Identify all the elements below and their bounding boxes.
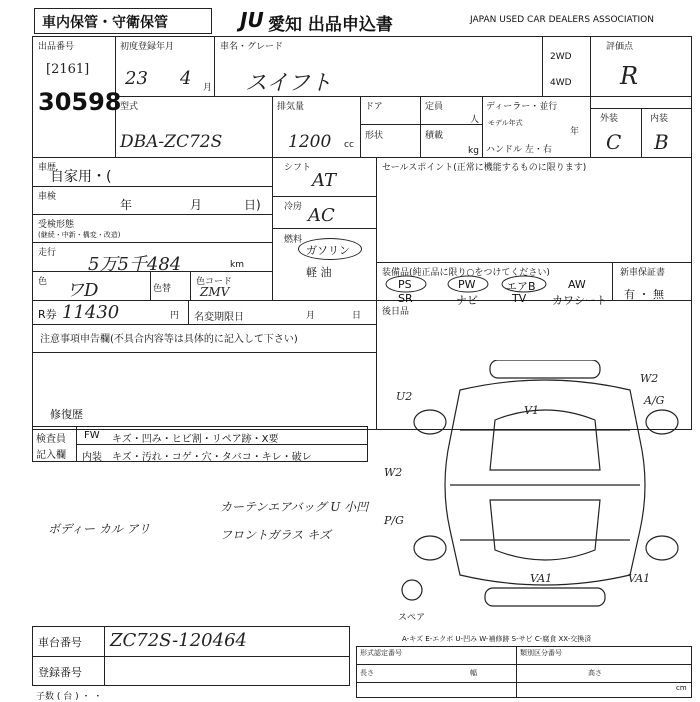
reg-year: 23: [125, 68, 148, 89]
rating-value: R: [620, 62, 639, 90]
equip-pw: PW: [458, 278, 476, 291]
shift-label: シフト: [284, 163, 312, 173]
r-ticket-label: R券: [38, 308, 57, 321]
color-code-label: 色コード: [196, 277, 233, 287]
door-label: ドア: [365, 102, 383, 112]
equip-nav: ナビ: [456, 294, 478, 307]
note-line-2: ボディー カル アリ: [48, 522, 151, 536]
diagram-v1: V1: [524, 404, 539, 417]
shape-label: 形状: [365, 131, 384, 141]
cooler-value: AC: [308, 205, 335, 226]
width-label: 幅: [470, 669, 477, 677]
car-name: スイフト: [245, 71, 332, 96]
bottom-row: 子数 ( 台 ) ・ ・: [36, 692, 103, 702]
load-label: 積載: [425, 131, 444, 141]
lot-box-value: [2161]: [46, 62, 90, 77]
cc-unit: cc: [344, 140, 354, 150]
inspector-label: 検査員: [36, 434, 66, 445]
diagram-pg: P/G: [384, 514, 404, 527]
equip-label: 装備品(純正品に限り○をつけてください): [382, 268, 550, 278]
cm-unit: cm: [676, 684, 687, 692]
ju-logo: JU: [240, 8, 264, 32]
interior-grade: B: [654, 130, 669, 154]
fw-row: キズ・凹み・ヒビ割・リペア跡・X要: [112, 434, 279, 445]
reg-month-unit: 月: [203, 83, 213, 93]
model-label: 型式: [120, 102, 139, 112]
yen-unit: 円: [170, 311, 180, 321]
spare-label: スペア: [398, 613, 426, 623]
color-value: ワD: [66, 280, 99, 301]
equip-sr: SR: [398, 292, 413, 305]
handle-label: ハンドル 左・右: [486, 145, 552, 155]
meigi-month: 月: [306, 311, 316, 321]
twowd-label: 2WD: [550, 52, 572, 62]
form-cert-label: 形式認定番号: [360, 649, 402, 657]
lot-no-label: 出品番号: [38, 42, 75, 52]
reg-month: 4: [180, 68, 192, 89]
history-label: 車歴: [38, 163, 57, 173]
interior-row: キズ・汚れ・コゲ・穴・タバコ・キレ・破レ: [112, 452, 312, 463]
exterior-grade: C: [606, 130, 622, 154]
displacement-label: 排気量: [277, 102, 305, 112]
notes-label: 注意事項申告欄(不具合内容等は具体的に記入して下さい): [40, 334, 298, 345]
displacement-value: 1200: [288, 132, 332, 152]
warranty-label: 新車保証書: [620, 268, 666, 278]
storage-label: 車内保管・守衛保管: [42, 15, 168, 31]
color-code-value: ZMV: [200, 285, 230, 299]
mileage-label: 走行: [38, 248, 57, 258]
first-reg-label: 初度登録年月: [120, 42, 175, 52]
color-change-label: 色替: [153, 284, 172, 294]
chassis-label: 車台番号: [38, 636, 82, 649]
shaken-day: 日): [244, 198, 261, 212]
diagram-ag: A/G: [644, 394, 665, 407]
kg-unit: kg: [468, 146, 479, 156]
repair-label: 修復歴: [50, 408, 83, 421]
form-title: 愛知 出品申込書: [268, 15, 393, 35]
lot-number: 30598: [38, 88, 122, 116]
diagram-u2: U2: [396, 390, 413, 403]
person-unit: 人: [470, 115, 480, 125]
diagram-va1: VA1: [530, 572, 553, 585]
cooler-label: 冷房: [284, 202, 303, 212]
fuel-label: 燃料: [284, 235, 303, 245]
capacity-label: 定員: [425, 102, 444, 112]
assoc-title: JAPAN USED CAR DEALERS ASSOCIATION: [470, 15, 654, 25]
sales-point-label: セールスポイント(正常に機能するものに限ります): [382, 163, 587, 173]
exterior-label: 外装: [600, 114, 619, 124]
eval-label: 評価点: [606, 42, 634, 52]
interior-row-label: 内装: [82, 452, 102, 463]
back-date-label: 後日品: [382, 307, 410, 317]
interior-label: 内装: [650, 114, 669, 124]
history-value: 自家用・(: [50, 169, 112, 185]
length-label: 長さ: [360, 669, 374, 677]
height-label: 高さ: [588, 669, 602, 677]
shaken-year: 年: [120, 198, 133, 212]
model-year-label: モデル年式: [488, 119, 523, 127]
mileage-value: 5万5千484: [88, 254, 182, 275]
fuel-value: ガソリン: [306, 244, 350, 257]
diagram-va1-right: VA1: [628, 572, 651, 585]
shaken-label: 車検: [38, 192, 57, 202]
meigi-label: 名変期限日: [194, 312, 244, 323]
year-unit: 年: [570, 127, 580, 137]
diagram-w2-left: W2: [384, 466, 403, 479]
equip-seat: カワシート: [552, 294, 607, 307]
fourwd-label: 4WD: [550, 78, 572, 88]
dealer-label: ディーラー・並行: [486, 102, 558, 112]
note-line-3: フロントガラス キズ: [220, 528, 331, 542]
note-line-1: カーテンエアバッグ U 小凹: [220, 500, 369, 514]
fw-label: FW: [84, 430, 100, 441]
color-label: 色: [38, 277, 48, 287]
shift-value: AT: [312, 170, 337, 191]
km-unit: km: [230, 260, 244, 270]
reg-no-label: 登録番号: [38, 666, 82, 679]
warranty-options: 有 ・ 無: [624, 288, 664, 301]
diagram-w2: W2: [640, 372, 659, 385]
r-ticket-value: 11430: [62, 302, 120, 323]
equip-airbag: エアB: [506, 280, 536, 293]
model-code: DBA-ZC72S: [120, 132, 223, 152]
class-no-label: 類別区分番号: [520, 649, 562, 657]
equip-circles: [376, 272, 616, 306]
equip-ps: PS: [398, 278, 412, 291]
meigi-day: 日: [352, 311, 362, 321]
shaken-month: 月: [190, 198, 203, 212]
equip-tv: TV: [512, 292, 527, 305]
damage-legend: A-キズ E-エクボ U-凹み W-補修跡 S-サビ C-腐食 XX-交換済: [402, 635, 592, 643]
fuel-light: 軽 油: [306, 266, 332, 279]
equip-aw: AW: [568, 278, 586, 291]
recycle-sub: (継続・中新・構変・改造): [38, 231, 121, 239]
chassis-number: ZC72S-120464: [110, 630, 247, 651]
recycle-label: 受検形態: [38, 220, 75, 230]
record-label: 記入欄: [36, 450, 66, 461]
car-name-label: 車名・グレード: [220, 42, 284, 52]
